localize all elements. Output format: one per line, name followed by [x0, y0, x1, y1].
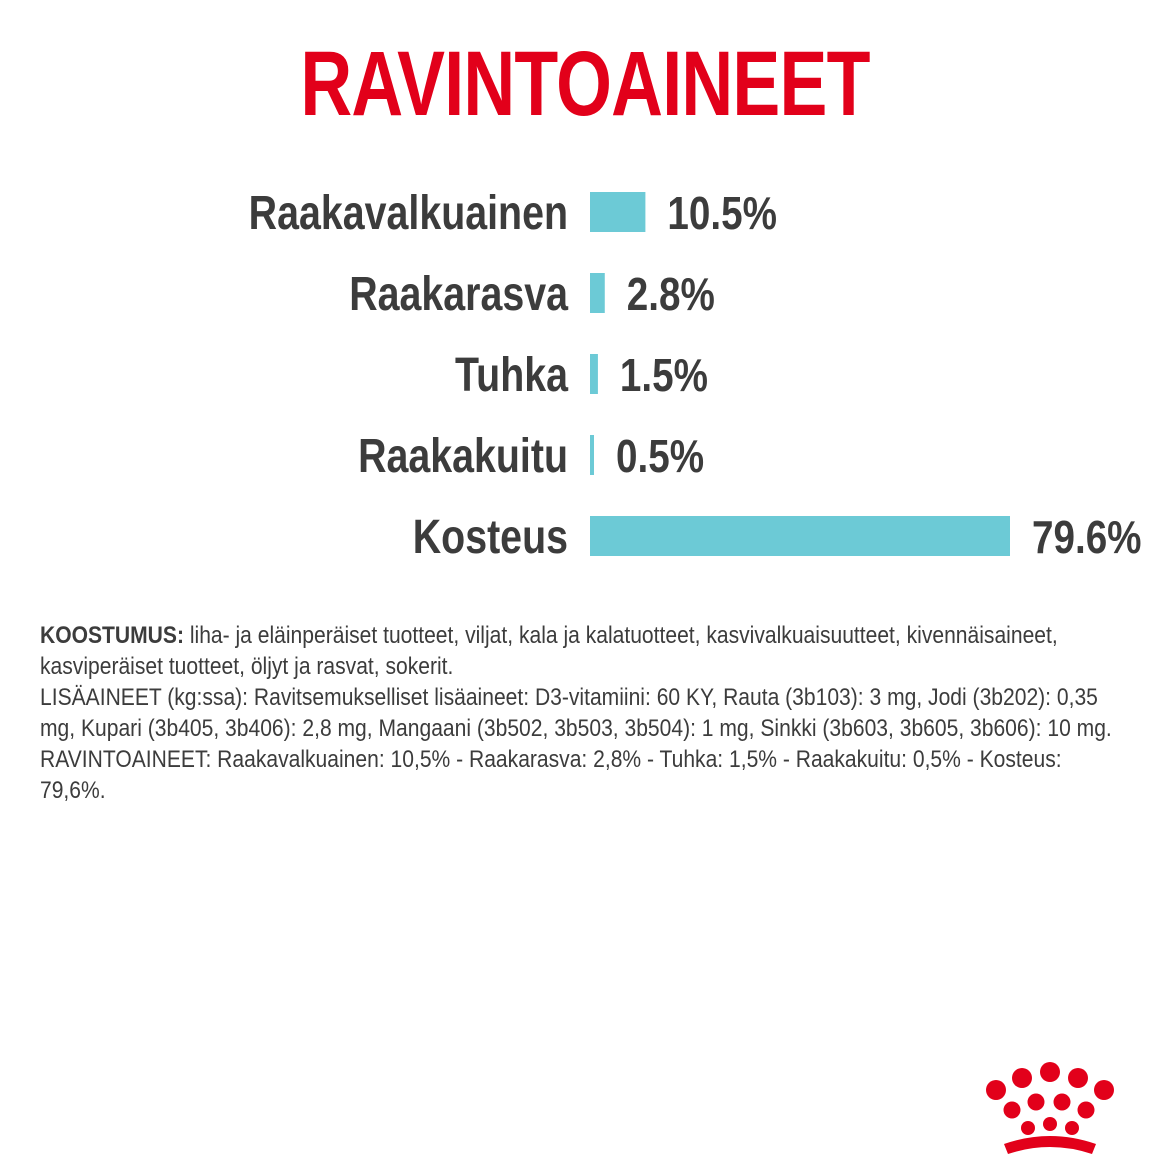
- bar: [590, 273, 605, 313]
- category-label: Tuhka: [455, 348, 569, 402]
- bar: [590, 435, 594, 475]
- logo-dot: [1028, 1094, 1045, 1111]
- logo-dot: [986, 1080, 1006, 1100]
- composition-text: [40, 620, 1130, 806]
- logo-dot: [1054, 1094, 1071, 1111]
- logo-dot: [1012, 1068, 1032, 1088]
- nutrients-paragraph: RAVINTOAINEET: Raakavalkuainen: 10,5% - Raakarasva: 2,8% - Tuhka: 1,5% - Raakakuitu: 0,5% - Kosteus: 79,6%.: [40, 746, 1062, 804]
- category-label: Raakakuitu: [358, 429, 569, 483]
- composition-heading: KOOSTUMUS:: [40, 622, 184, 649]
- composition-ingredients: liha- ja eläinperäiset tuotteet, viljat, kala ja kalatuotteet, kasvivalkuaisuutteet, kivennäisaineet, kasviperäiset tuotteet, öljyt ja rasvat, sokerit.: [40, 622, 1058, 680]
- page-title: RAVINTOAINEET: [300, 33, 870, 135]
- nutrient-bar-chart: [0, 150, 1170, 580]
- logo-dot: [1094, 1080, 1114, 1100]
- logo-dot: [1004, 1102, 1021, 1119]
- category-label: Kosteus: [412, 510, 569, 564]
- bar: [590, 192, 645, 232]
- value-label: 0.5%: [615, 430, 705, 482]
- value-label: 79.6%: [1032, 511, 1142, 563]
- logo-dot: [1021, 1121, 1035, 1135]
- logo-dot: [1068, 1068, 1088, 1088]
- category-label: Raakarasva: [349, 267, 569, 321]
- logo-dot: [1043, 1117, 1057, 1131]
- value-label: 1.5%: [619, 349, 708, 401]
- category-label: Raakavalkuainen: [248, 186, 569, 240]
- composition-paragraph: [40, 620, 1130, 682]
- logo-dot: [1040, 1062, 1060, 1082]
- value-label: 10.5%: [667, 187, 777, 239]
- additives-paragraph: LISÄAINEET (kg:ssa): Ravitsemukselliset lisäaineet: D3-vitamiini: 60 KY, Rauta (3b103): 3 mg, Jodi (3b202): 0,35 mg, Kupari (3b405, 3b406): 2,8 mg, Mangaani (3b502, 3b503, 3b504): 1 mg, Sinkki (3b603, 3b605, 3b606): 10 mg.: [40, 684, 1112, 742]
- bar: [590, 354, 598, 394]
- logo-dot: [1065, 1121, 1079, 1135]
- logo-band: [1004, 1136, 1096, 1154]
- logo-dot: [1078, 1102, 1095, 1119]
- royal-crown-logo-icon: [976, 1058, 1146, 1158]
- value-label: 2.8%: [626, 268, 715, 320]
- bar: [590, 516, 1010, 556]
